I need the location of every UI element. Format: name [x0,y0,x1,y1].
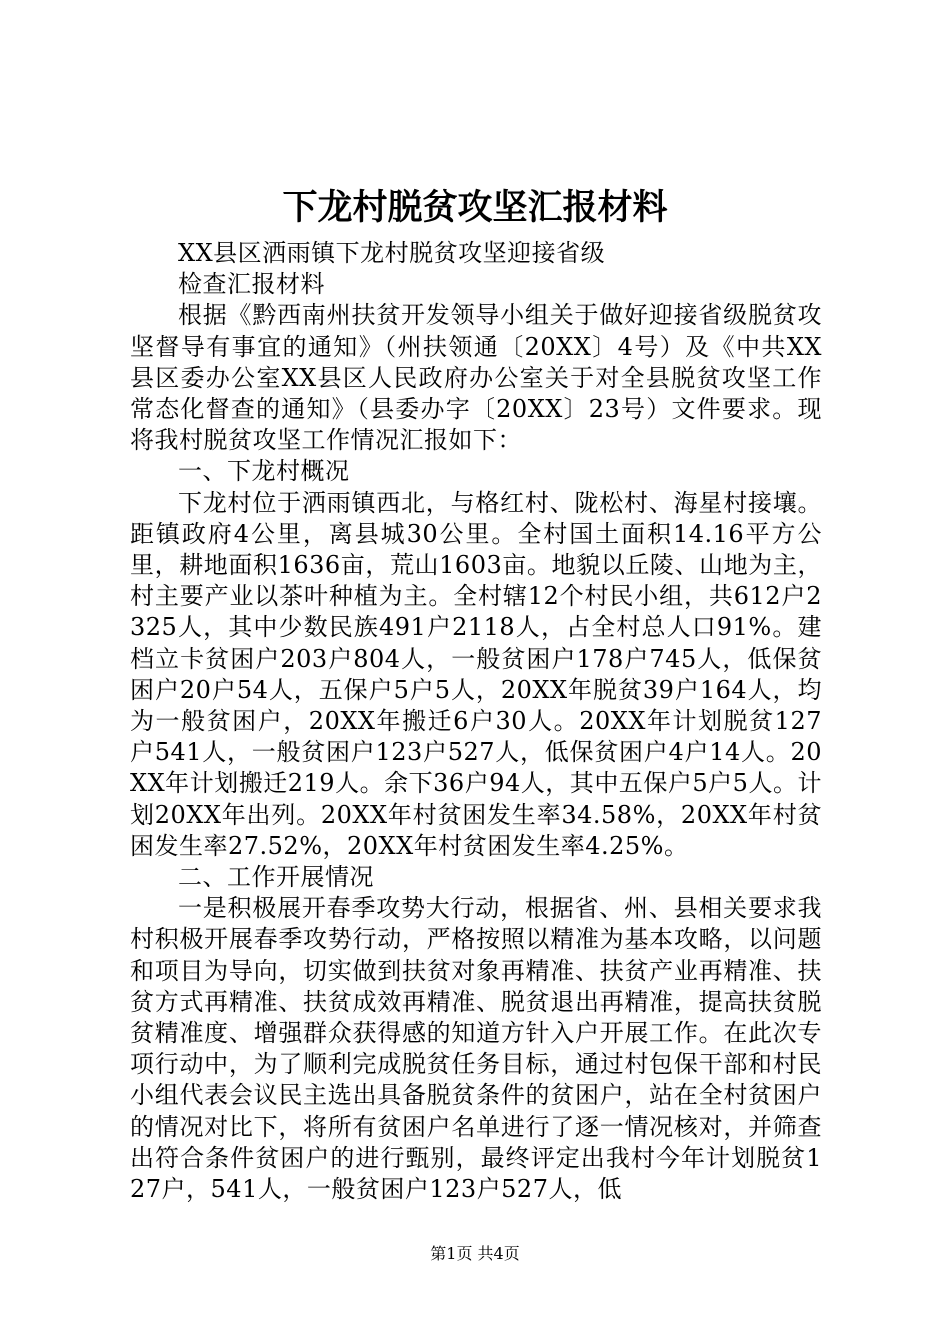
section-heading-overview: 一、下龙村概况 [178,457,350,486]
page-footer: 第1页 共4页 [430,1244,520,1263]
paragraph-intro: 根据《黔西南州扶贫开发领导小组关于做好迎接省级脱贫攻坚督导有事宜的通知》（州扶领通〔20XX〕4号）及《中共XX县区委办公室XX县区人民政府办公室关于对全县脱贫攻坚工作常态化督查的通知》（县委办字〔20XX〕23号）文件要求。现将我村脱贫攻坚工作情况汇报如下： [130,301,822,455]
section-heading-work: 二、工作开展情况 [178,863,374,892]
document-title: 下龙村脱贫攻坚汇报材料 [282,187,668,228]
document-body [130,238,822,1205]
paragraph-heading-line-2: 检查汇报材料 [178,270,325,299]
paragraph-heading-line-1: XX县区洒雨镇下龙村脱贫攻坚迎接省级 [178,239,606,267]
paragraph-work-progress: 一是积极展开春季攻势大行动，根据省、州、县相关要求我村积极开展春季攻势行动，严格按照以精准为基本攻略，以问题和项目为导向，切实做到扶贫对象再精准、扶贫产业再精准、扶贫方式再精准、扶贫成效再精准、脱贫退出再精准，提高扶贫脱贫精准度、增强群众获得感的知道方针入户开展工作。在此次专项行动中，为了顺利完成脱贫任务目标，通过村包保干部和村民小组代表会议民主选出具备脱贫条件的贫困户，站在全村贫困户的情况对比下，将所有贫困户名单进行了逐一情况核对，并筛查出符合条件贫困户的进行甄别，最终评定出我村今年计划脱贫127户，541人，一般贫困户123户527人，低 [130,894,822,1204]
paragraph-village-overview: 下龙村位于洒雨镇西北，与格红村、陇松村、海星村接壤。距镇政府4公里，离县城30公里。全村国土面积14.16平方公里，耕地面积1636亩，荒山1603亩。地貌以丘陵、山地为主，村主要产业以茶叶种植为主。全村辖12个村民小组，共612户2325人，其中少数民族491户2118人，占全村总人口91%。建档立卡贫困户203户804人，一般贫困户178户745人，低保贫困户20户54人，五保户5户5人，20XX年脱贫39户164人，均为一般贫困户，20XX年搬迁6户30人。20XX年计划脱贫127户541人，一般贫困户123户527人，低保贫困户4户14人。20XX年计划搬迁219人。余下36户94人，其中五保户5户5人。计划20XX年出列。20XX年村贫困发生率34.58%，20XX年村贫困发生率27.52%，20XX年村贫困发生率4.25%。 [130,488,822,860]
